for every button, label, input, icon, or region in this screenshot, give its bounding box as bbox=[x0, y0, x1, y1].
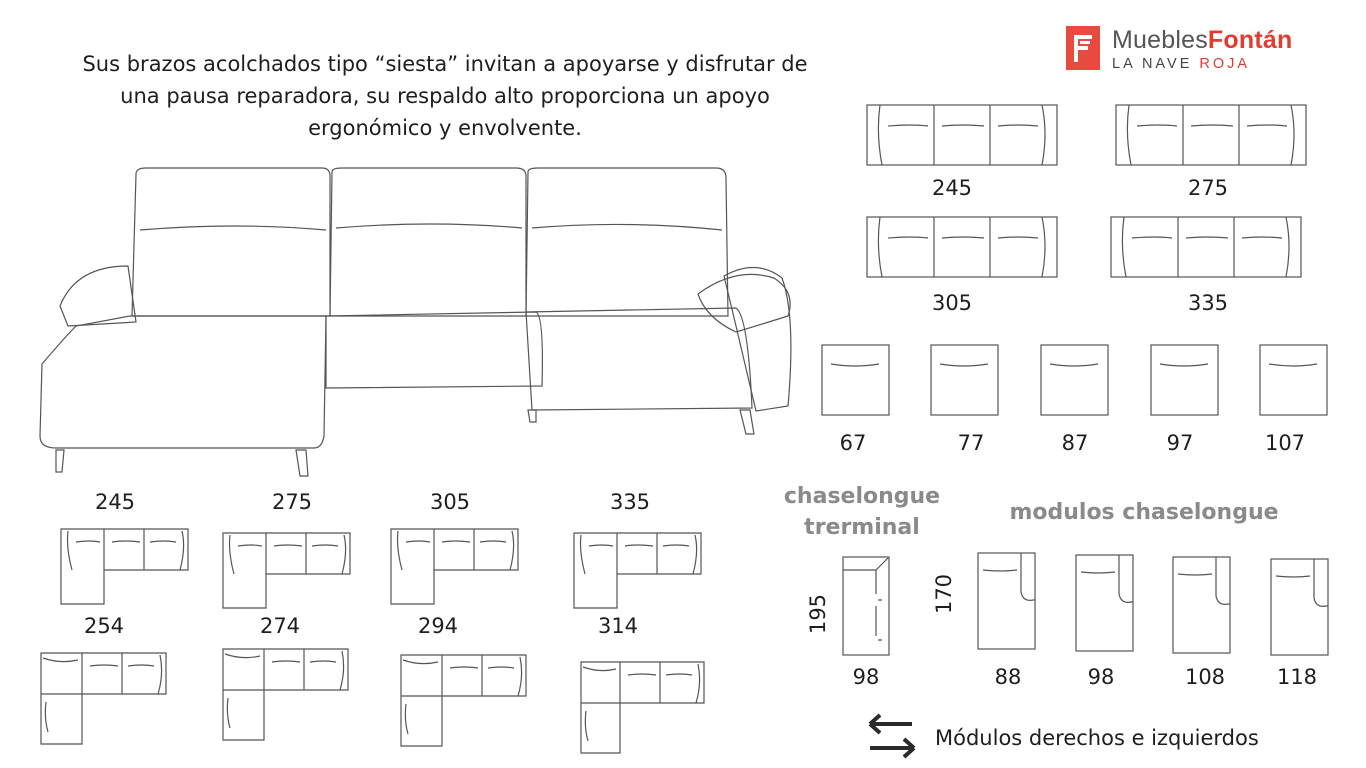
module-size-label: 77 bbox=[957, 431, 985, 455]
terminal-height-label: 195 bbox=[806, 593, 830, 635]
module-size-label: 97 bbox=[1166, 431, 1194, 455]
corner-diagram-294 bbox=[400, 654, 528, 748]
sofa-size-label: 275 bbox=[1187, 176, 1229, 200]
chaise-module-diagram bbox=[1075, 554, 1135, 652]
terminal-title-line: trerminal bbox=[804, 515, 920, 540]
module-diagram bbox=[930, 344, 1000, 416]
chaise-size-label: 254 bbox=[83, 614, 125, 638]
chaise-size-label: 245 bbox=[94, 490, 136, 514]
module-size-label: 87 bbox=[1061, 431, 1089, 455]
chaise-diagram-275 bbox=[222, 532, 352, 610]
product-description: Sus brazos acolchados tipo “siesta” invitan a apoyarse y disfrutar de una pausa reparadora, su respaldo alto proporciona un apoyo ergonómico y envolvente. bbox=[82, 52, 808, 140]
sofa-photo bbox=[36, 166, 796, 478]
corner-diagram-254 bbox=[40, 652, 168, 746]
sofa-size-label: 305 bbox=[931, 291, 973, 315]
chaise-size-label: 335 bbox=[609, 490, 651, 514]
sofa-size-label: 245 bbox=[931, 176, 973, 200]
chaise-size-label: 294 bbox=[417, 614, 459, 638]
chaise-size-label: 274 bbox=[259, 614, 301, 638]
chaise-size-label: 305 bbox=[429, 490, 471, 514]
corner-diagram-314 bbox=[580, 661, 706, 755]
terminal-width-label: 98 bbox=[852, 665, 880, 689]
module-size-label: 107 bbox=[1264, 431, 1306, 455]
logo-mark-icon bbox=[1066, 26, 1100, 70]
chaise-module-width-label: 108 bbox=[1184, 665, 1226, 689]
chaise-size-label: 314 bbox=[597, 614, 639, 638]
module-diagram bbox=[1259, 344, 1329, 416]
module-size-label: 67 bbox=[839, 431, 867, 455]
sofa-diagram-335 bbox=[1110, 216, 1302, 278]
sofa-diagram-245 bbox=[866, 104, 1058, 166]
chaise-diagram-245 bbox=[60, 528, 190, 606]
module-diagram bbox=[1150, 344, 1220, 416]
chaise-module-diagram bbox=[977, 552, 1037, 650]
chaise-terminal-diagram bbox=[842, 556, 890, 656]
chaise-module-width-label: 98 bbox=[1087, 665, 1115, 689]
chaise-module-diagram bbox=[1270, 558, 1330, 656]
footer-note: Módulos derechos e izquierdos bbox=[935, 726, 1259, 750]
chaise-module-diagram bbox=[1172, 556, 1232, 654]
sofa-diagram-275 bbox=[1115, 104, 1307, 166]
chaise-module-width-label: 88 bbox=[994, 665, 1022, 689]
chaise-diagram-335 bbox=[573, 532, 703, 610]
chaise-modules-height-label: 170 bbox=[932, 573, 956, 615]
module-diagram bbox=[1040, 344, 1110, 416]
terminal-title-line: chaselongue bbox=[783, 484, 941, 509]
chaise-module-width-label: 118 bbox=[1276, 665, 1318, 689]
corner-diagram-274 bbox=[222, 648, 350, 742]
sofa-size-label: 335 bbox=[1187, 291, 1229, 315]
sofa-diagram-305 bbox=[866, 216, 1058, 278]
chaise-modules-title: modulos chaselongue bbox=[1009, 500, 1279, 525]
chaise-diagram-305 bbox=[390, 528, 520, 606]
terminal-title bbox=[780, 484, 944, 540]
chaise-size-label: 275 bbox=[271, 490, 313, 514]
brand-name: MueblesFontán bbox=[1112, 26, 1293, 54]
module-diagram bbox=[821, 344, 891, 416]
left-right-arrows-icon bbox=[866, 712, 920, 760]
brand-tagline: LA NAVE ROJA bbox=[1112, 56, 1251, 72]
brand-logo[interactable] bbox=[1066, 26, 1336, 76]
